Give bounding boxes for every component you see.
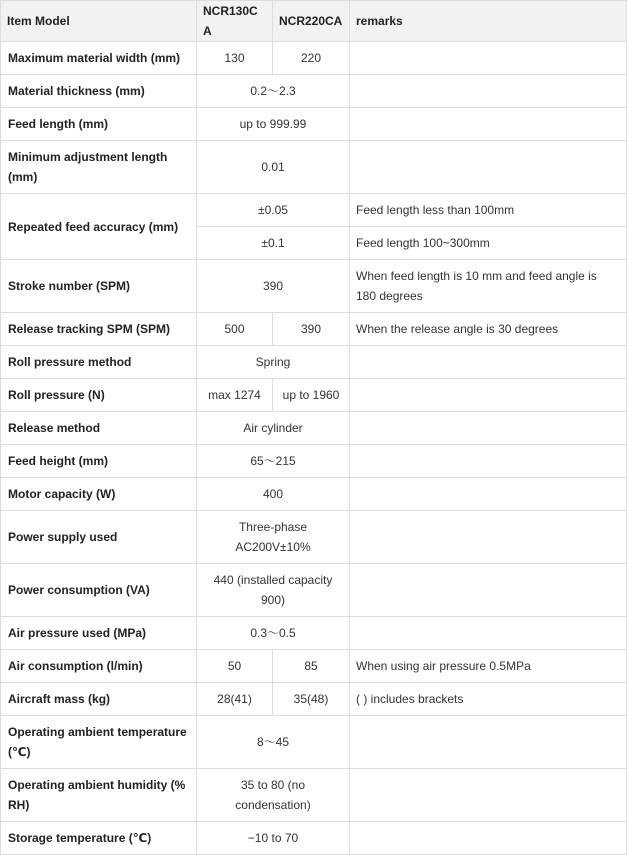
table-row [1,617,627,650]
row-label: Air consumption (l/min) [1,650,197,683]
header-model-ncr130ca: NCR130CA [197,1,273,42]
value-ncr130ca: 500 [197,313,273,346]
value-ncr220ca: 35(48) [273,683,350,716]
table-row [1,194,627,227]
value-shared: 8～45 [197,716,350,769]
value-ncr220ca: 220 [273,42,350,75]
remark-cell: ( ) includes brackets [350,683,627,716]
remark-cell: When feed length is 10 mm and feed angle is 180 degrees [350,260,627,313]
row-label: Material thickness (mm) [1,75,197,108]
row-label: Release method [1,412,197,445]
header-item-model: Item Model [1,1,197,42]
row-label: Feed length (mm) [1,108,197,141]
table-row [1,75,627,108]
value-shared: Spring [197,346,350,379]
value-ncr220ca: 390 [273,313,350,346]
row-label: Feed height (mm) [1,445,197,478]
table-row [1,313,627,346]
value-shared: 400 [197,478,350,511]
value-shared: up to 999.99 [197,108,350,141]
remark-cell: Feed length less than 100mm [350,194,627,227]
row-label: Repeated feed accuracy (mm) [1,194,197,260]
row-label: Motor capacity (W) [1,478,197,511]
remark-cell [350,75,627,108]
value-shared: ±0.05 [197,194,350,227]
row-label: Roll pressure (N) [1,379,197,412]
remark-cell [350,346,627,379]
value-ncr130ca: 28(41) [197,683,273,716]
remark-cell [350,445,627,478]
remark-cell: When the release angle is 30 degrees [350,313,627,346]
value-shared: 440 (installed capacity 900) [197,564,350,617]
remark-cell: When using air pressure 0.5MPa [350,650,627,683]
value-shared: 65～215 [197,445,350,478]
table-row [1,445,627,478]
value-shared: Three-phase AC200V±10% [197,511,350,564]
table-row [1,650,627,683]
remark-cell [350,617,627,650]
row-label: Storage temperature (℃) [1,822,197,855]
value-shared: −10 to 70 [197,822,350,855]
value-ncr220ca: 85 [273,650,350,683]
row-label: Operating ambient temperature (℃) [1,716,197,769]
remark-cell [350,141,627,194]
table-row [1,42,627,75]
table-row [1,260,627,313]
table-row [1,511,627,564]
value-shared: 0.2～2.3 [197,75,350,108]
value-shared: 0.01 [197,141,350,194]
value-shared: 390 [197,260,350,313]
remark-cell: Feed length 100~300mm [350,227,627,260]
value-shared: 35 to 80 (no condensation) [197,769,350,822]
row-label: Air pressure used (MPa) [1,617,197,650]
row-label: Maximum material width (mm) [1,42,197,75]
row-label: Aircraft mass (kg) [1,683,197,716]
table-row [1,412,627,445]
table-row [1,769,627,822]
value-ncr130ca: 50 [197,650,273,683]
table-row [1,564,627,617]
remark-cell [350,564,627,617]
row-label: Operating ambient humidity (% RH) [1,769,197,822]
table-row [1,379,627,412]
value-shared: Air cylinder [197,412,350,445]
row-label: Release tracking SPM (SPM) [1,313,197,346]
value-shared: ±0.1 [197,227,350,260]
value-ncr220ca: up to 1960 [273,379,350,412]
value-ncr130ca: max 1274 [197,379,273,412]
header-model-ncr220ca: NCR220CA [273,1,350,42]
table-row [1,141,627,194]
table-row [1,346,627,379]
row-label: Roll pressure method [1,346,197,379]
remark-cell [350,511,627,564]
table-row [1,108,627,141]
header-remarks: remarks [350,1,627,42]
row-label: Power consumption (VA) [1,564,197,617]
remark-cell [350,42,627,75]
row-label: Power supply used [1,511,197,564]
table-row [1,478,627,511]
row-label: Minimum adjustment length (mm) [1,141,197,194]
remark-cell [350,716,627,769]
remark-cell [350,769,627,822]
header-row [1,1,627,42]
remark-cell [350,108,627,141]
remark-cell [350,412,627,445]
remark-cell [350,379,627,412]
row-label: Stroke number (SPM) [1,260,197,313]
table-row [1,716,627,769]
value-shared: 0.3～0.5 [197,617,350,650]
remark-cell [350,478,627,511]
table-row [1,683,627,716]
value-ncr130ca: 130 [197,42,273,75]
